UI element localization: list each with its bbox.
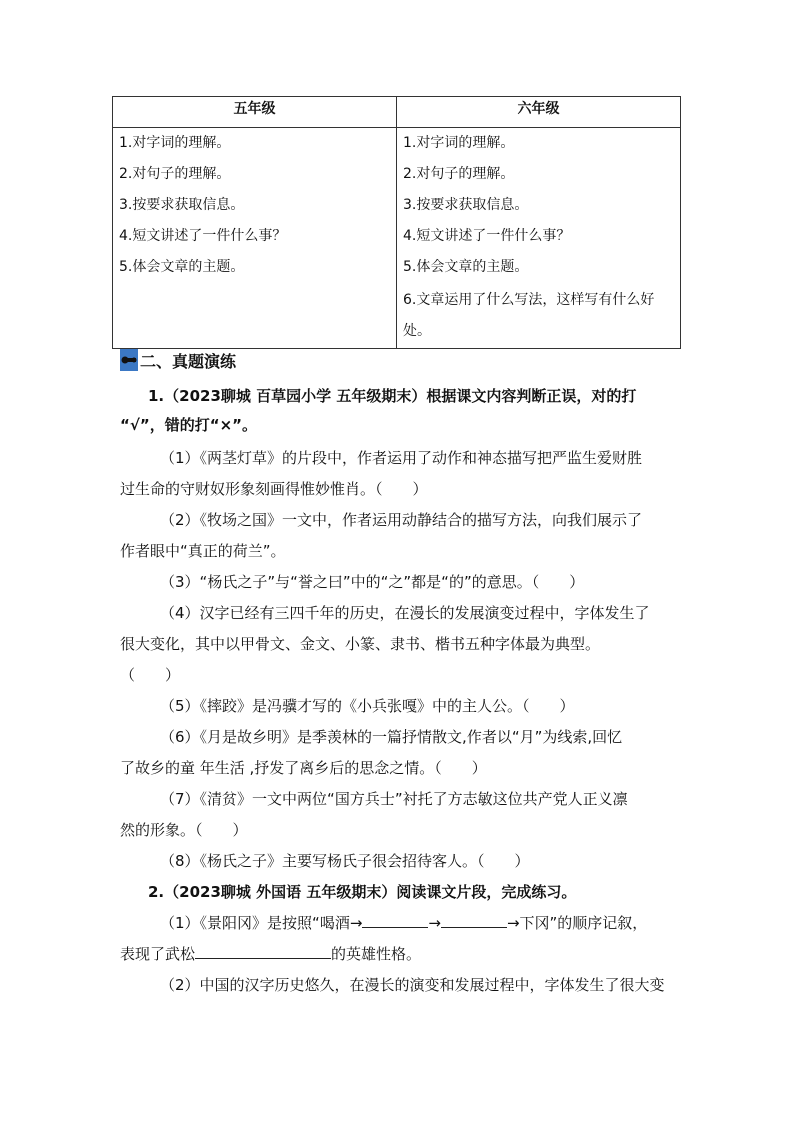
grade6-item: 3.按要求获取信息。	[403, 197, 529, 213]
q1-item-2: （2）《牧场之国》一文中，作者运用动静结合的描写方法，向我们展示了	[160, 511, 643, 529]
q1-item-7-cont: 然的形象。（ ）	[120, 821, 248, 839]
grade5-item: 3.按要求获取信息。	[119, 197, 245, 213]
grade6-item: 2.对句子的理解。	[403, 166, 515, 182]
question-2-stem: 2.（2023聊城 外国语 五年级期末）阅读课文片段，完成练习。	[148, 883, 577, 901]
grade6-column	[397, 128, 681, 349]
grade6-item: 1.对字词的理解。	[403, 135, 515, 151]
header-grade6: 六年级	[397, 97, 681, 128]
question-1-stem-cont: “√”，错的打“×”。	[120, 416, 258, 434]
answer-blank-3[interactable]	[195, 944, 331, 959]
q1-item-6: （6）《月是故乡明》是季羡林的一篇抒情散文,作者以“月”为线索,回忆	[160, 728, 623, 746]
q2-item-1-cont	[120, 943, 421, 964]
answer-blank-2[interactable]	[441, 913, 507, 928]
grade6-item: 4.短文讲述了一件什么事？	[403, 228, 571, 244]
q2-item-1-text-b: →下冈”的顺序记叙，	[506, 914, 648, 932]
section-marker-icon	[120, 349, 138, 371]
q2-item-1-arrow: →	[428, 914, 441, 932]
q2-item-1	[160, 912, 647, 933]
answer-blank-1[interactable]	[362, 913, 428, 928]
section-title: 二、真题演练	[140, 351, 237, 371]
q1-item-4-cont: 很大变化，其中以甲骨文、金文、小篆、隶书、楷书五种字体最为典型。	[120, 635, 601, 653]
q1-item-4: （4）汉字已经有三四千年的历史，在漫长的发展演变过程中，字体发生了	[160, 604, 650, 622]
q2-item-2: （2）中国的汉字历史悠久，在漫长的演变和发展过程中，字体发生了很大变	[160, 976, 665, 994]
header-grade5: 五年级	[113, 97, 397, 128]
grade5-item: 2.对句子的理解。	[119, 166, 231, 182]
question-1-stem: 1.（2023聊城 百草园小学 五年级期末）根据课文内容判断正误，对的打	[148, 387, 637, 405]
q1-item-8: （8）《杨氏之子》主要写杨氏子很会招待客人。（ ）	[160, 852, 530, 870]
q2-item-1-text-d: 的英雄性格。	[331, 945, 422, 963]
q1-item-6-cont: 了故乡的童 年生活 ,抒发了离乡后的思念之情。（ ）	[120, 759, 487, 777]
q2-item-1-text-a: （1）《景阳冈》是按照“喝酒→	[160, 914, 363, 932]
grade-comparison-table	[112, 96, 681, 349]
q1-item-1: （1）《两茎灯草》的片段中，作者运用了动作和神态描写把严监生爱财胜	[160, 449, 643, 467]
grade5-item: 5.体会文章的主题。	[119, 259, 245, 275]
grade5-column	[113, 128, 397, 349]
table-header-row	[113, 97, 681, 128]
q2-item-1-text-c: 表现了武松	[120, 945, 196, 963]
q1-item-1-cont: 过生命的守财奴形象刻画得惟妙惟肖。（ ）	[120, 480, 428, 498]
table-body-row	[113, 128, 681, 349]
section-heading	[120, 348, 236, 372]
grade6-item: 5.体会文章的主题。	[403, 259, 529, 275]
q1-item-7: （7）《清贫》一文中两位“国方兵士”衬托了方志敏这位共产党人正义凛	[160, 790, 628, 808]
q1-item-4-answer: （ ）	[120, 666, 181, 684]
grade5-item: 4.短文讲述了一件什么事？	[119, 228, 287, 244]
q1-item-2-cont: 作者眼中“真正的荷兰”。	[120, 542, 286, 560]
q1-item-5: （5）《摔跤》是冯骥才写的《小兵张嘎》中的主人公。（ ）	[160, 697, 575, 715]
q1-item-3: （3）“杨氏之子”与“誉之曰”中的“之”都是“的”的意思。（ ）	[160, 573, 585, 591]
grade5-item: 1.对字词的理解。	[119, 135, 231, 151]
grade6-item: 6.文章运用了什么写法，这样写有什么好处。	[403, 292, 655, 339]
